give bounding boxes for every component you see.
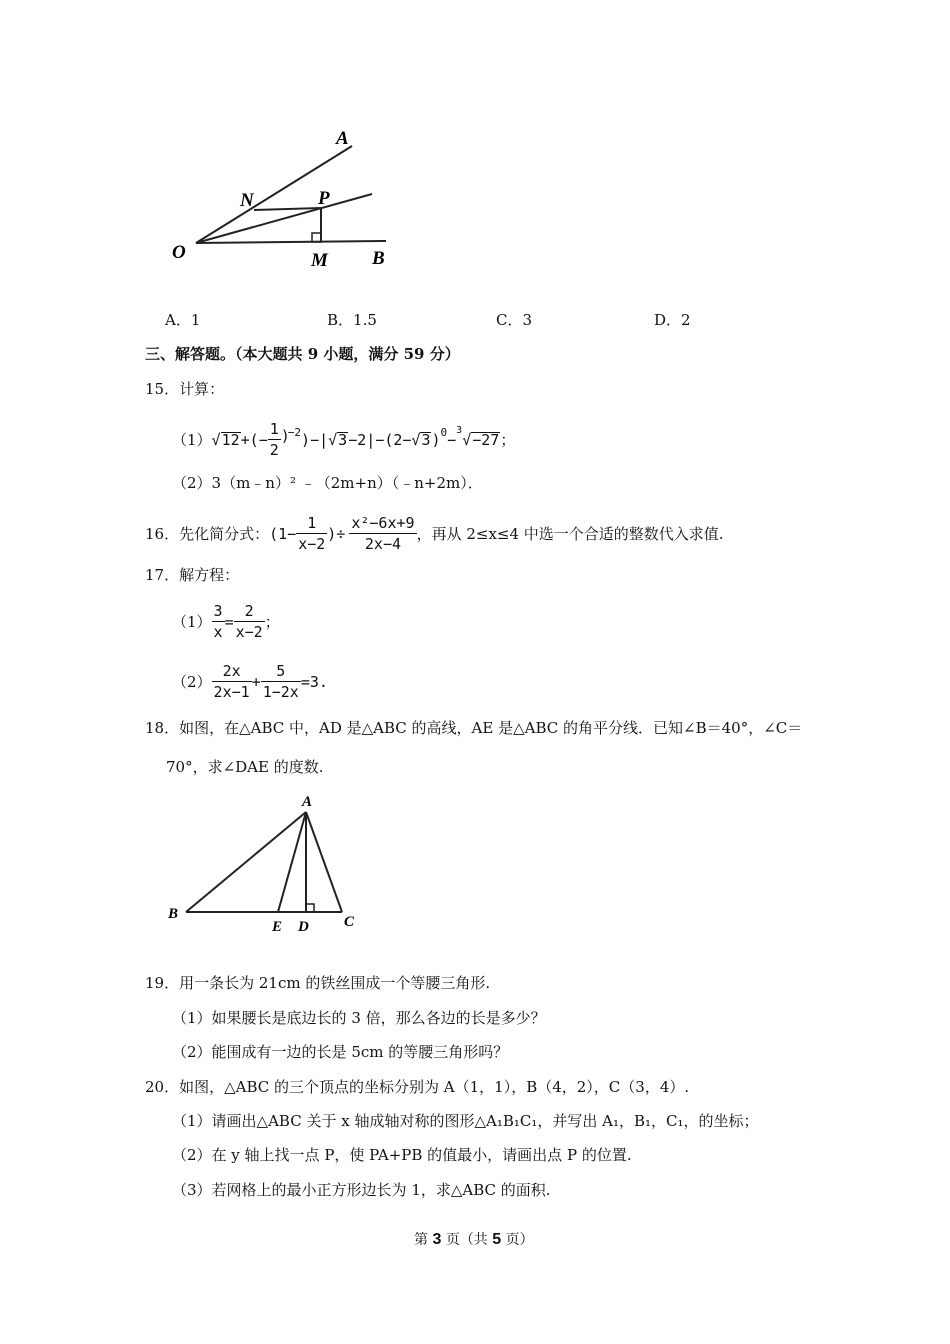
figure-triangle-diagram [160,785,370,940]
label-a: A [302,794,313,810]
q19-title: 19．用一条长为 21cm 的铁丝围成一个等腰三角形. [145,974,491,992]
q19-part1: （1）如果腰长是底边长的 3 倍，那么各边的长是多少？ [172,1009,546,1027]
label-e: E [272,919,283,935]
label-m: M [311,250,328,271]
q20-title: 20．如图，△ABC 的三个顶点的坐标分别为 A（1，1），B（4，2），C（3，4）. [145,1078,690,1096]
right-angle-mark [306,904,314,912]
option-a: A．1 [165,311,201,329]
current-page: 3 [432,1231,442,1248]
option-b: B．1.5 [327,311,377,329]
right-angle-mark [312,233,321,242]
q18-line1: 18．如图，在△ABC 中，AD 是△ABC 的高线，AE 是△ABC 的角平分线．已知∠B＝40°，∠C＝ [145,719,803,737]
q15-part2: （2）3（m﹣n）² ﹣（2m+n）（﹣n+2m）． [172,474,483,492]
bisector-ae [278,812,306,912]
q20-part2: （2）在 y 轴上找一点 P，使 PA+PB 的值最小，请画出点 P 的位置. [172,1146,632,1164]
segment-np [254,208,321,210]
q20-part3: （3）若网格上的最小正方形边长为 1，求△ABC 的面积. [172,1181,551,1199]
ray-ob [196,241,386,243]
q17-title: 17．解方程： [145,566,240,584]
label-a: A [336,128,349,149]
label-n: N [240,190,254,211]
q17-part2: （2） $\frac{2x}{2x-1}$ + $\frac{5}{1-2x}$ =3. [172,661,328,701]
section-heading: 三、解答题。（本大题共 9 小题，满分 59 分） [145,345,460,363]
q20-part1: （1）请画出△ABC 关于 x 轴成轴对称的图形△A₁B₁C₁，并写出 A₁，B₁，C₁，的坐标； [172,1112,759,1130]
label-c: C [344,914,355,930]
label-b: B [168,906,179,922]
sqrt-12: 12 [221,431,240,449]
label-b: B [372,248,385,269]
figure-angle-diagram [160,120,400,280]
q15-p1-label: （1） [172,430,212,449]
q17-part1: （1） $\frac{3}{x}$ = $\frac{2}{x-2}$ ； [172,601,280,641]
label-p: P [318,188,330,209]
q18-line2: 70°，求∠DAE 的度数. [166,758,324,776]
q16: 16．先化简分式： (1− $\frac{1}{x-2}$ )÷ $\frac{\text{x²−6x+9}}{2x-4}$ ，再从 2≤x≤4 中选一个合适的整数代入求值. [145,513,724,553]
q15-part1: （1） √ 12 +(− $\frac{1}{2}$ ) $^{-2}$ )−| √ 3 −2|−(2− √ 3 ) $^0$ − $^3$ √ −27 ； [172,419,516,459]
q15-title: 15．计算： [145,380,225,398]
label-o: O [172,242,186,263]
option-c: C．3 [496,311,533,329]
side-ac [306,812,342,912]
q19-part2: （2）能围成有一边的长是 5cm 的等腰三角形吗？ [172,1043,509,1061]
total-pages: 5 [492,1231,502,1248]
option-d: D．2 [654,311,691,329]
side-ab [186,812,306,912]
label-d: D [298,919,309,935]
page-footer: 第 3 页（共 5 页） [414,1231,534,1248]
ray-op [196,194,372,243]
